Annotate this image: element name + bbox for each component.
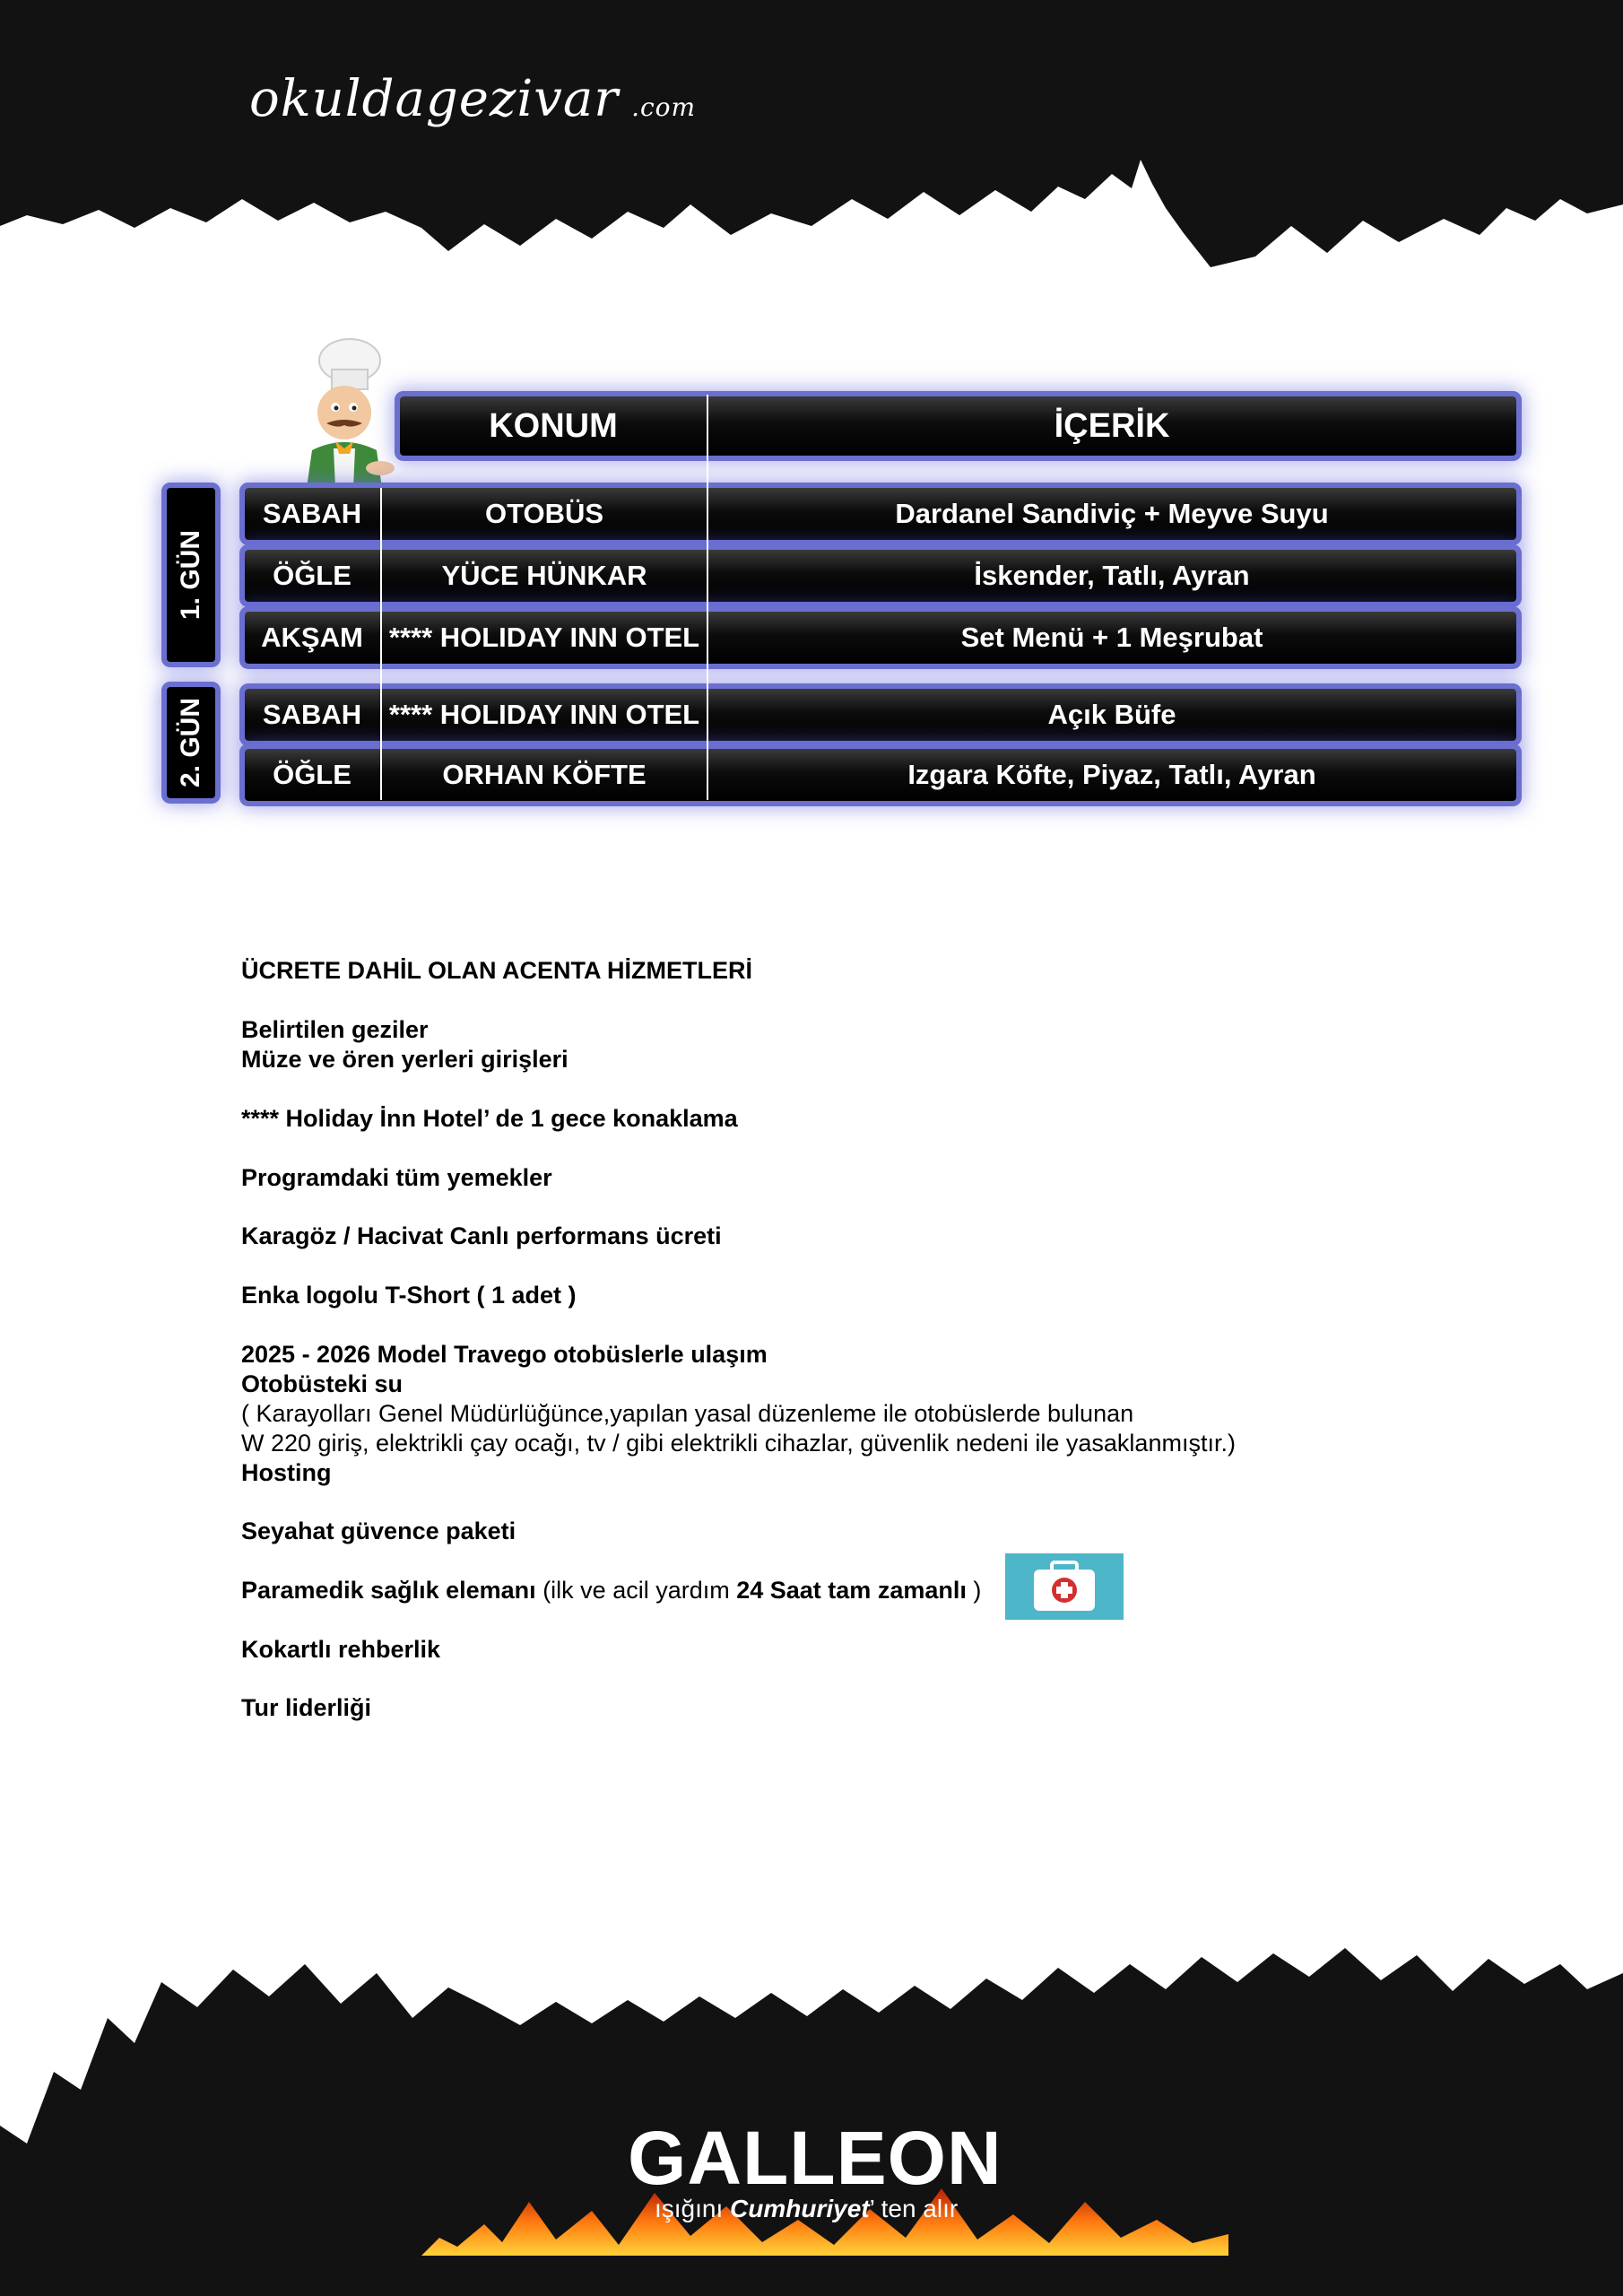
row-location: **** HOLIDAY INN OTEL <box>388 699 700 730</box>
day-label: 2. GÜN <box>167 687 215 798</box>
list-item: Kokartlı rehberlik <box>241 1636 441 1663</box>
legal-note: W 220 giriş, elektrikli çay ocağı, tv / gibi elektrikli cihazlar, güvenlik nedeni ile yasaklanmıştır.) <box>241 1430 1236 1457</box>
row-meal: SABAH <box>262 498 362 529</box>
day-label: 1. GÜN <box>167 488 215 662</box>
list-item: Belirtilen geziler <box>241 1016 429 1043</box>
top-torn-banner <box>0 0 1623 287</box>
galleon-logo: GALLEON <box>628 2116 1002 2200</box>
list-item: Karagöz / Hacivat Canlı performans ücreti <box>241 1222 722 1249</box>
list-item: Seyahat güvence paketi <box>241 1518 516 1544</box>
row-meal: ÖĞLE <box>273 759 352 790</box>
row-location: OTOBÜS <box>484 498 604 529</box>
row-content: İskender, Tatlı, Ayran <box>974 560 1250 591</box>
row-content: Dardanel Sandiviç + Meyve Suyu <box>895 498 1329 529</box>
row-content: Açık Büfe <box>1047 699 1176 730</box>
galleon-tagline: ışığını Cumhuriyet’ ten alır <box>655 2195 959 2222</box>
row-content: Izgara Köfte, Piyaz, Tatlı, Ayran <box>907 759 1316 790</box>
list-item-paramedic: Paramedik sağlık elemanı (ilk ve acil yardım 24 Saat tam zamanlı ) <box>241 1577 982 1604</box>
row-meal: AKŞAM <box>261 622 363 653</box>
legal-note: ( Karayolları Genel Müdürlüğünce,yapılan yasal düzenleme ile otobüslerde bulunan <box>241 1400 1134 1427</box>
row-location: **** HOLIDAY INN OTEL <box>388 622 700 653</box>
chef-mascot-illustration <box>280 334 401 488</box>
row-meal: ÖĞLE <box>273 560 352 591</box>
list-item: Tur liderliği <box>241 1694 372 1721</box>
services-title: ÜCRETE DAHİL OLAN ACENTA HİZMETLERİ <box>241 957 752 984</box>
list-item: Hosting <box>241 1459 332 1486</box>
row-location: ORHAN KÖFTE <box>442 759 647 790</box>
list-item: Programdaki tüm yemekler <box>241 1164 552 1191</box>
column-divider <box>707 395 708 800</box>
header-location: KONUM <box>489 407 618 445</box>
row-meal: SABAH <box>262 699 362 730</box>
list-item: Enka logolu T-Short ( 1 adet ) <box>241 1282 577 1309</box>
first-aid-kit-icon <box>1005 1553 1124 1620</box>
list-item: Müze ve ören yerleri girişleri <box>241 1046 568 1073</box>
list-item: **** Holiday İnn Hotel’ de 1 gece konaklama <box>241 1105 738 1132</box>
list-item: 2025 - 2026 Model Travego otobüslerle ulaşım <box>241 1341 768 1368</box>
site-logo: okuldagezivar .com <box>249 70 697 128</box>
list-item: Otobüsteki su <box>241 1370 404 1397</box>
row-content: Set Menü + 1 Meşrubat <box>960 622 1263 653</box>
column-divider <box>380 488 382 800</box>
header-content: İÇERİK <box>1054 407 1170 445</box>
row-location: YÜCE HÜNKAR <box>441 560 647 591</box>
